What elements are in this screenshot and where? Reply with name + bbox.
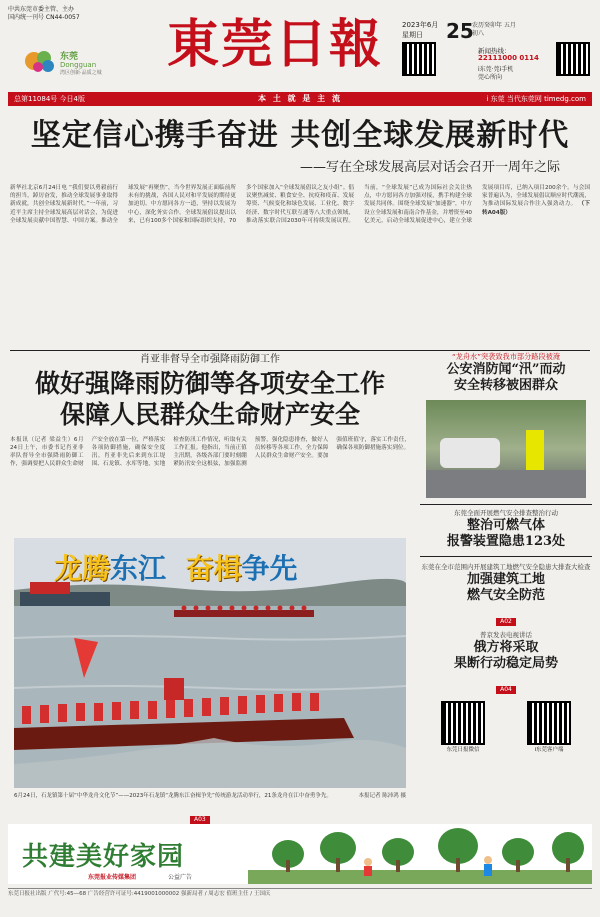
public-service-banner[interactable] — [8, 824, 592, 884]
qr-code-icon — [441, 701, 485, 745]
dongguan-logo-icon — [22, 48, 58, 74]
second-headline-line2: 保障人民群众生命财产安全 — [59, 400, 360, 429]
story4-headline-2[interactable]: 果断行动稳定局势 — [453, 656, 558, 671]
page-ref-a03[interactable]: A03 — [190, 806, 210, 825]
website[interactable]: i 东莞 当代东莞网 timedg.com — [486, 95, 586, 103]
lead-headline[interactable]: 坚定信心携手奋进 共创全球发展新时代 — [30, 118, 570, 153]
hotline-number: 22111000 0114 — [478, 54, 539, 62]
app-sub: 莞心所向 — [478, 74, 503, 81]
banner-sponsor: 东莞报业传媒集团 — [88, 874, 137, 881]
lunar-date: 农历癸卯年 五月初八 — [472, 22, 516, 37]
masthead-bar — [8, 92, 592, 106]
page-ref-a04[interactable]: A04 — [420, 676, 592, 695]
photo-credit: 本报记者 陈沛鸿 摄 — [358, 793, 406, 799]
jump-line[interactable]: （下转A04版） — [482, 201, 590, 216]
story1-kicker: “龙舟水”突袭致我市部分路段被淹 — [451, 352, 561, 361]
story3-kicker: 东莞在全市范围内开展建筑工地燃气安全隐患大排查大检查 — [421, 563, 591, 571]
qr-code-icon[interactable] — [556, 42, 590, 76]
issue-number: 总第11084号 今日4版 — [14, 95, 85, 103]
story2-headline-2[interactable]: 报警装置隐患123处 — [446, 534, 566, 549]
weekday: 星期日 — [402, 31, 423, 39]
second-body: 本报讯（记者 梁益生）6月24日上午，市委书记肖亚非率队督导全市强降雨防御工作，强调要把人民群众生命财产安全放在第一位，严格落实各项防御措施，确保安全度汛。肖亚非先后来到东江堤围、石龙镇、水库等地，实地检查防汛工作情况，听取有关工作汇报。他指出，当前正值主汛期，各级各部门要时刻绷紧防汛安全这根弦，加强监测预警，强化隐患排查，做好人员转移等各项工作，全力保障人民群众生命财产安全。要加强值班值守，落实工作责任，确保各项防御措施落实到位。 — [10, 437, 410, 467]
lead-body — [10, 184, 590, 349]
qr-code-icon[interactable] — [402, 42, 436, 76]
divider — [10, 350, 590, 351]
issn-line: 国内统一刊号 CN44-0057 — [8, 14, 80, 21]
photo-title: 龙腾东江 奋楫争先 — [54, 552, 298, 585]
qr-code-icon — [527, 701, 571, 745]
story4-headline-1[interactable]: 俄方将采取 — [473, 640, 539, 655]
story2-headline-1[interactable]: 整治可燃气体 — [466, 518, 545, 533]
divider — [420, 504, 592, 505]
story4-kicker: 普京发表电视讲话 — [480, 631, 532, 639]
masthead-left — [8, 6, 108, 88]
story3-headline-2[interactable]: 燃气安全防范 — [466, 588, 545, 603]
story2-kicker: 东莞全面开展燃气安全排查整治行动 — [454, 509, 558, 517]
hotline-label: 新闻热线： — [478, 47, 511, 55]
second-headline[interactable] — [10, 368, 410, 430]
banner-slogan: 共建美好家园 — [22, 842, 185, 872]
logo-text: 东莞 Dongguan 湾区创新·品质之城 — [60, 52, 102, 76]
sidebar — [420, 352, 592, 822]
story1-headline-2[interactable]: 安全转移被困群众 — [453, 378, 558, 393]
app-label: i东莞·莞i手机 — [478, 66, 514, 73]
page-ref-a02[interactable]: A02 — [420, 608, 592, 627]
story3-headline-1[interactable]: 加强建筑工地 — [466, 572, 545, 587]
flood-photo[interactable] — [426, 400, 586, 498]
story1-headline-1[interactable]: 公安消防闻“汛”而动 — [446, 362, 566, 377]
banner-ad-label: 公益广告 — [168, 874, 193, 881]
date-block — [402, 20, 592, 80]
qr-row — [420, 701, 592, 753]
publisher-line: 中共东莞市委主管、主办 — [8, 6, 75, 13]
second-kicker: 肖亚非督导全市强降雨防御工作 — [140, 354, 280, 365]
second-headline-line1: 做好强降雨防御等各项安全工作 — [34, 369, 385, 398]
motto: 本 土 就 是 主 流 — [258, 94, 342, 103]
lead-body-text: 新华社北京6月24日电 “我们要以勇毅前行的担当，踔厉奋发，推动全球发展事业取得新成就，共创全球发展新时代。”一年前，习近平主席主持全球发展高层对话会，为促进全球发展贡献中国智慧、中国方案。推动全球发展“再聚焦”，当今世界发展正面临前所未有的挑战，各国人民对和平发展的期待更加迫切。中方愿同各方一道，坚持以发展为中心，深化务实合作。全球发展倡议提出以来，已有100多个国家和国际组织支持，70多个国家加入“全球发展倡议之友小组”。倡议聚焦减贫、粮食安全、抗疫和疫苗、发展筹资、气候变化和绿色发展、工业化、数字经济、数字时代互联互通等八大重点领域，推动落实联合国2030年可持续发展议程。当前，“全球发展”已成为国际社会关注热点，中方愿同各方加强对接，携手构建全球发展共同体。围绕全球发展“加速器”，中方设立全球发展和南南合作基金，并增资至40亿美元，启动全球发展促进中心，建立全球发展项目库，已纳入项目200余个。与会国家普遍认为，全球发展倡议顺应时代潮流，为推动国际发展合作注入强劲动力。 — [10, 185, 590, 224]
caption-text: 6月24日，石龙镇第十届“中华龙舟文化节”——2023年石龙镇“龙腾东江奋楫争先”传统游龙活动举行，21条龙舟在江中奋勇争先。 — [14, 793, 332, 799]
date-month: 2023年6月 — [402, 21, 439, 29]
divider — [420, 556, 592, 557]
day-number: 25 — [446, 19, 474, 43]
dragon-boat-photo[interactable] — [14, 538, 406, 788]
photo-caption — [14, 792, 406, 800]
qr-app[interactable]: i东莞客户端 — [527, 701, 571, 753]
qr-wechat[interactable]: 东莞日报微信 — [441, 701, 485, 753]
garden-illustration-icon — [248, 824, 592, 884]
lead-subheadline: ——写在全球发展高层对话会召开一周年之际 — [299, 160, 560, 175]
footer: 东莞日报社出版 广代号:45—68 广告经营许可证号:4419001000002 强新局者 / 周志宏 值班主任 / 王国庆 — [8, 888, 592, 913]
newspaper-title: 東莞日報 — [166, 14, 383, 75]
